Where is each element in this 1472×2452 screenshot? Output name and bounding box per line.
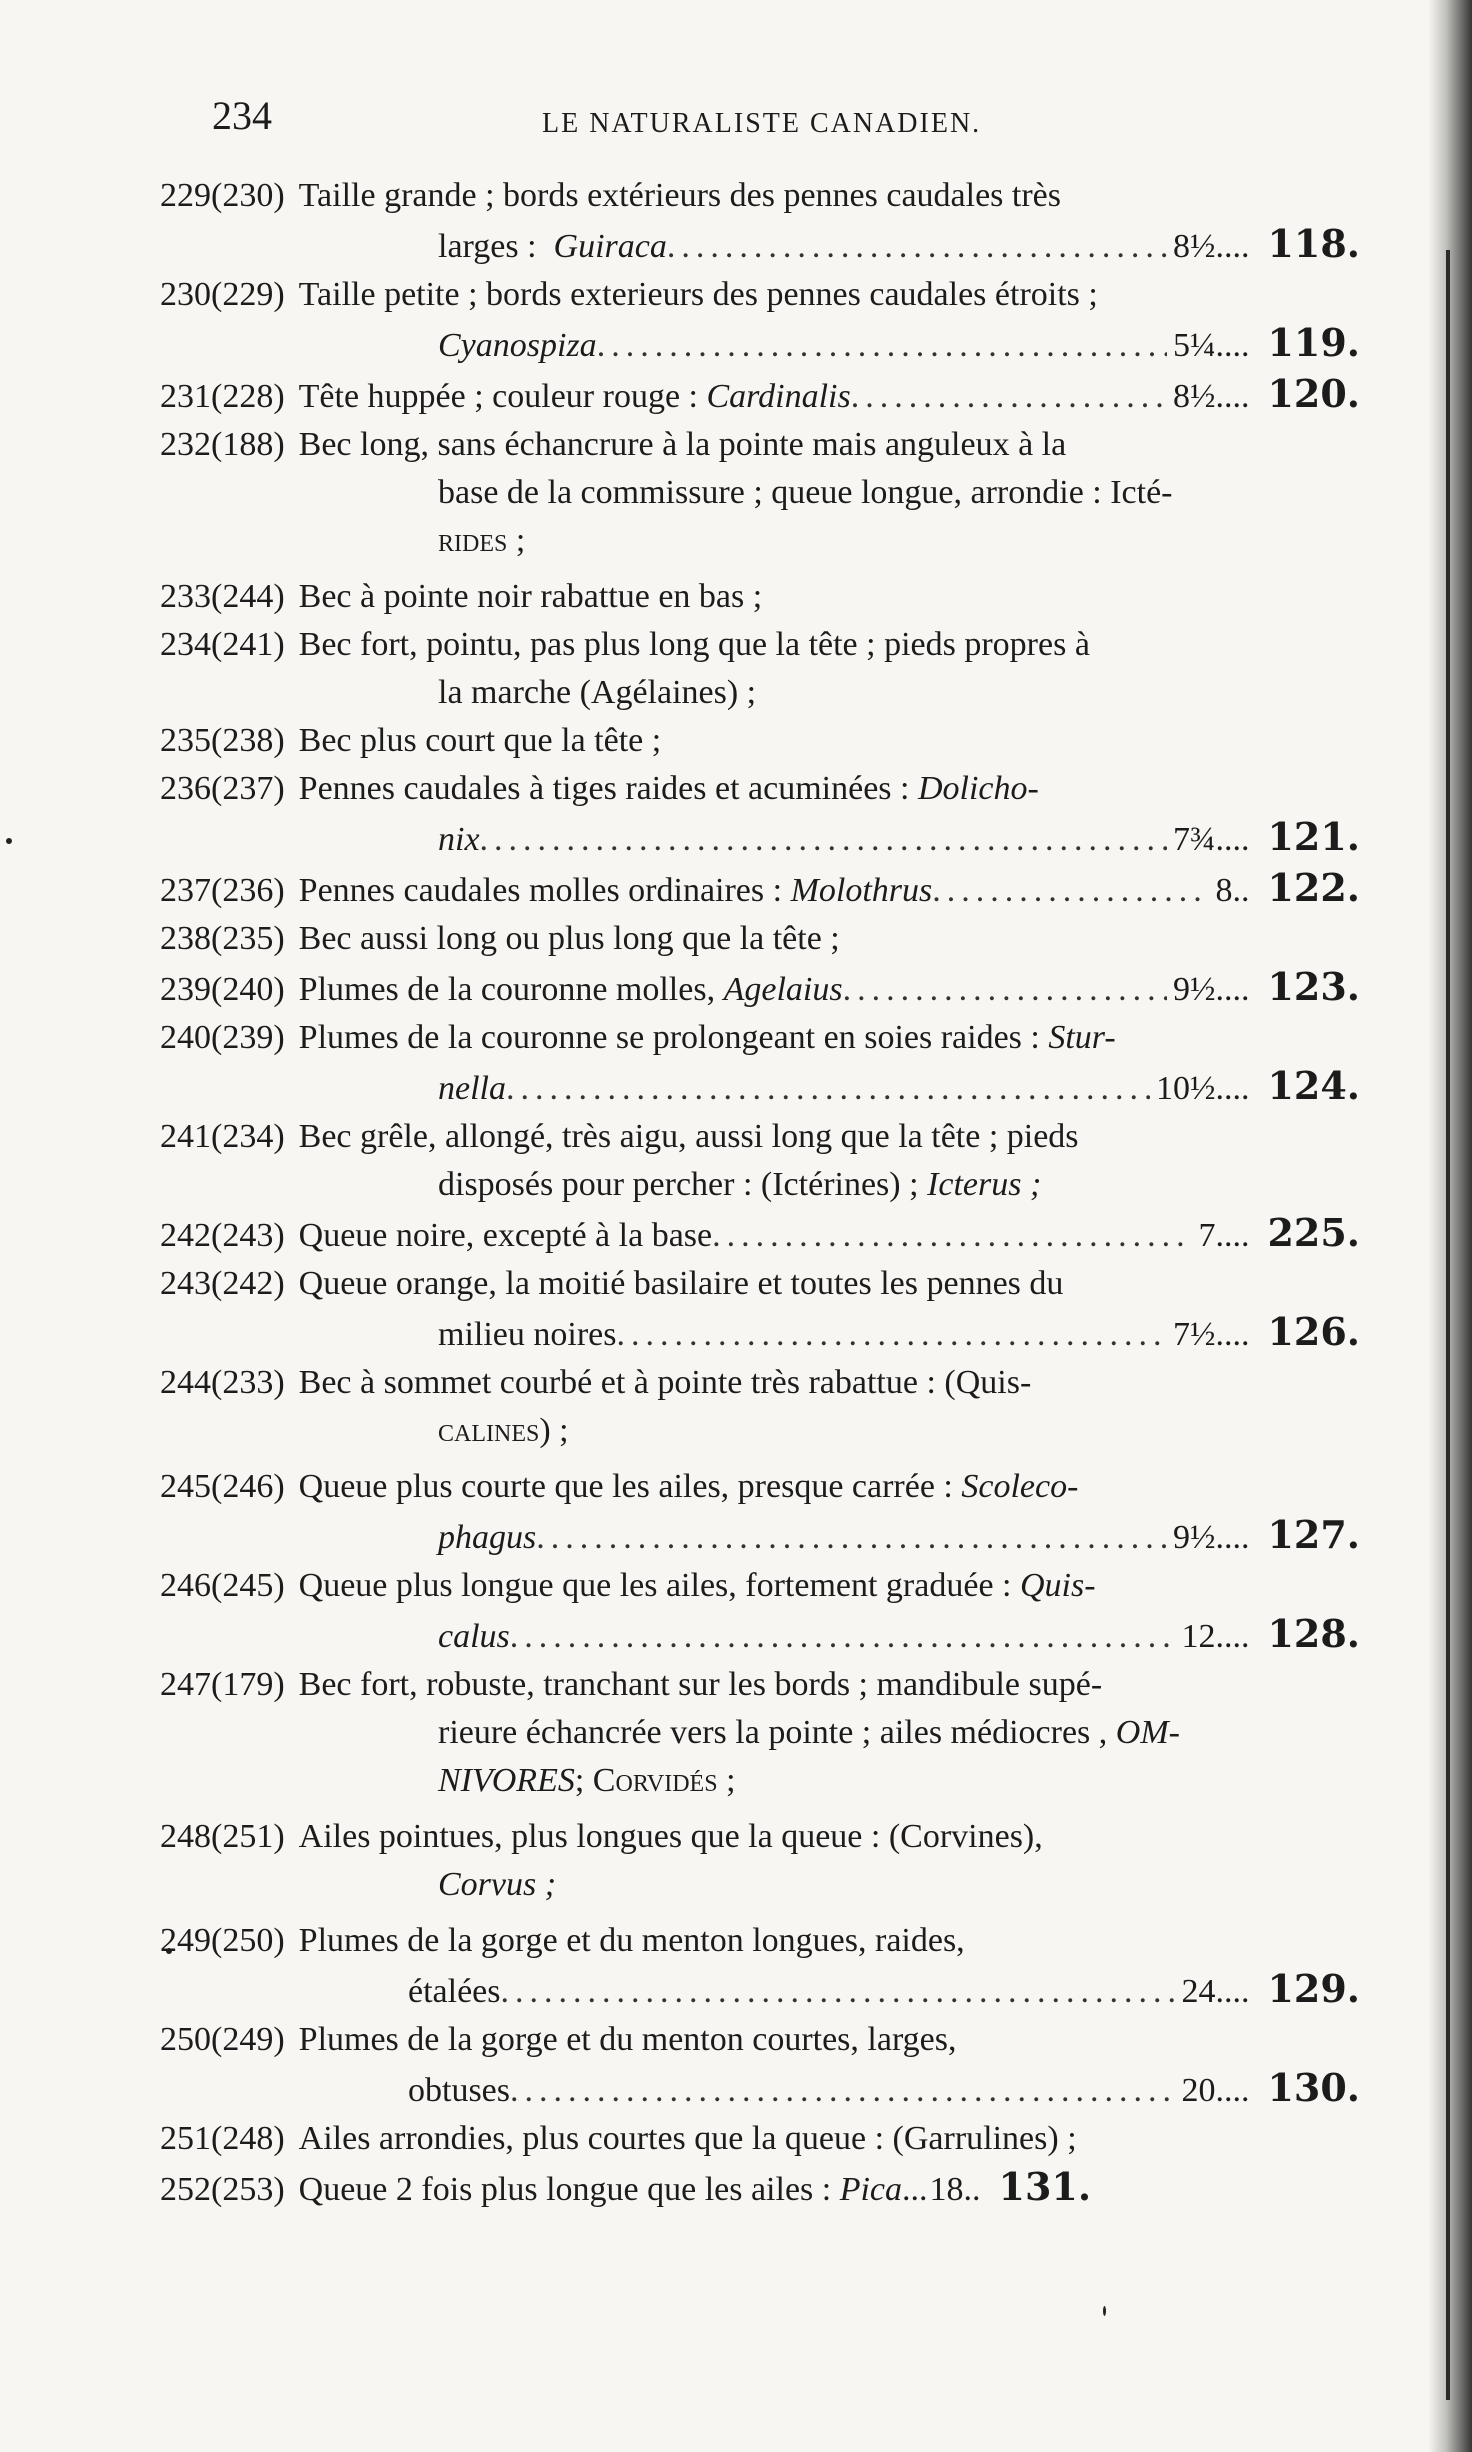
running-head: LE NATURALISTE CANADIEN.	[542, 108, 982, 139]
size-value: 12	[1181, 1618, 1216, 1655]
entry-text: Queue noire, excepté à la base	[298, 1217, 713, 1254]
couplet-number: 231(228)	[160, 378, 285, 415]
species-number: 119.	[1267, 320, 1360, 365]
species-number: 124.	[1267, 1063, 1360, 1108]
genus-name: Corvus ;	[438, 1866, 557, 1903]
leader-dots	[932, 867, 1209, 915]
key-entry	[160, 1113, 1360, 1209]
species-number: 127.	[1267, 1512, 1360, 1557]
species-number: 121.	[1267, 814, 1360, 859]
entry-text: la marche (Agélaines) ;	[438, 674, 757, 711]
size-value: 9½	[1172, 1519, 1216, 1556]
key-entry	[160, 573, 1360, 621]
entry-text: Pennes caudales à tiges raides et acuminées :	[298, 770, 910, 807]
entry-text: étalées	[408, 1973, 501, 2010]
genus-name-cont: nella	[438, 1070, 506, 1107]
species-number: 130.	[1267, 2065, 1360, 2110]
couplet-number: 242(243)	[160, 1217, 285, 1254]
order-name-cont: NIVORES	[438, 1762, 575, 1799]
entry-text: Bec fort, pointu, pas plus long que la tête ; pieds propres à	[298, 626, 1090, 663]
couplet-number: 239(240)	[160, 971, 285, 1008]
key-entries	[160, 172, 1360, 2214]
couplet-number: 249(250)	[160, 1922, 285, 1959]
entry-text: Queue orange, la moitié basilaire et toutes les pennes du	[298, 1265, 1064, 1302]
key-entry: 245(246) Queue plus courte que les ailes, presque carrée : Scoleco- phagus ..... 9½.... 127.	[160, 1463, 1360, 1562]
ink-speck	[1103, 2306, 1106, 2316]
key-entry: 236(237) Pennes caudales à tiges raides et acuminées : Dolicho- nix ..... 7¾.... 121.	[160, 765, 1360, 864]
species-number: 225.	[1267, 1210, 1360, 1255]
species-number: 123.	[1267, 964, 1360, 1009]
couplet-number: 244(233)	[160, 1364, 285, 1401]
key-entry: 243(242) Queue orange, la moitié basilaire et toutes les pennes du milieu noires ..... 7½.... 126.	[160, 1260, 1360, 1359]
species-number: 128.	[1267, 1611, 1360, 1656]
family-name: calines) ;	[438, 1412, 569, 1449]
entry-text: Bec plus court que la tête ;	[298, 722, 662, 759]
entry-text: Queue plus courte que les ailes, presque carrée :	[298, 1468, 953, 1505]
genus-name: Dolicho-	[917, 770, 1039, 807]
genus-name: Cyanospiza	[438, 327, 597, 364]
key-entry	[160, 1661, 1360, 1805]
species-number: 126.	[1267, 1309, 1360, 1354]
couplet-number: 236(237)	[160, 770, 285, 807]
size-value: 8½	[1172, 228, 1216, 265]
entry-text: Plumes de la gorge et du menton courtes, larges,	[298, 2021, 957, 2058]
family-name: rides ;	[438, 522, 526, 559]
leader-dots	[843, 966, 1167, 1014]
size-value: 7¾	[1172, 821, 1216, 858]
key-entry: 252(253) Queue 2 fois plus longue que les ailes : Pica ... 18 .. 131.	[160, 2163, 1360, 2214]
couplet-number: 248(251)	[160, 1818, 285, 1855]
couplet-number: 237(236)	[160, 872, 285, 909]
size-value: 7½	[1172, 1316, 1216, 1353]
species-number: 122.	[1267, 865, 1360, 910]
couplet-number: 229(230)	[160, 177, 285, 214]
genus-name: Cardinalis	[706, 378, 851, 415]
leader-dots	[501, 1968, 1176, 2016]
key-entry: 250(249) Plumes de la gorge et du menton courtes, larges, obtuses ..... 20.... 130.	[160, 2016, 1360, 2115]
leader-dots	[712, 1212, 1192, 1260]
entry-text: Tête huppée ; couleur rouge :	[298, 378, 698, 415]
size-value: 9½	[1172, 971, 1216, 1008]
size-value: 20	[1181, 2072, 1216, 2109]
leader-dots	[616, 1311, 1166, 1359]
entry-text: Bec grêle, allongé, très aigu, aussi long que la tête ; pieds	[298, 1118, 1079, 1155]
genus-name: Guiraca	[553, 228, 667, 265]
order-name: OM-	[1115, 1714, 1180, 1751]
couplet-number: 251(248)	[160, 2120, 285, 2157]
key-entry	[160, 621, 1360, 717]
key-entry	[160, 2115, 1360, 2163]
couplet-number: 250(249)	[160, 2021, 285, 2058]
key-entry: 242(243) Queue noire, excepté à la base ..... 7.... 225.	[160, 1209, 1360, 1260]
leader-dots	[851, 373, 1167, 421]
size-value: 5¼	[1172, 327, 1216, 364]
genus-name: Molothrus	[790, 872, 933, 909]
couplet-number: 247(179)	[160, 1666, 285, 1703]
entry-text: disposés pour percher : (Ictérines) ;	[438, 1166, 919, 1203]
entry-text: Taille grande ; bords extérieurs des pennes caudales très	[298, 177, 1061, 214]
key-entry: 239(240) Plumes de la couronne molles, Agelaius ..... 9½.... 123.	[160, 963, 1360, 1014]
page-number: 234	[212, 93, 272, 138]
size-value: 7	[1198, 1217, 1216, 1254]
entry-text: rieure échancrée vers la pointe ; ailes médiocres ,	[438, 1714, 1108, 1751]
species-number: 131.	[998, 2164, 1092, 2209]
key-entry: 246(245) Queue plus longue que les ailes, fortement graduée : Quis- calus ..... 12.... 128.	[160, 1562, 1360, 1661]
ink-speck	[6, 838, 12, 844]
size-value: 24	[1181, 1973, 1216, 2010]
couplet-number: 246(245)	[160, 1567, 285, 1604]
couplet-number: 245(246)	[160, 1468, 285, 1505]
couplet-number: 240(239)	[160, 1019, 285, 1056]
entry-text: base de la commissure ; queue longue, arrondie : Icté-	[438, 474, 1173, 511]
entry-text: Queue plus longue que les ailes, fortement graduée :	[298, 1567, 1012, 1604]
genus-name-cont: calus	[438, 1618, 510, 1655]
key-entry	[160, 717, 1360, 765]
leader-dots	[506, 1065, 1150, 1113]
entry-text: Pennes caudales molles ordinaires :	[298, 872, 783, 909]
entry-text: Ailes pointues, plus longues que la queue : (Corvines),	[298, 1818, 1043, 1855]
key-entry: 249(250) Plumes de la gorge et du menton longues, raides, étalées ..... 24.... 129.	[160, 1917, 1360, 2016]
entry-text: Plumes de la couronne se prolongeant en soies raides :	[298, 1019, 1040, 1056]
genus-name: Icterus ;	[927, 1166, 1042, 1203]
genus-name: Pica	[839, 2171, 903, 2208]
couplet-number: 241(234)	[160, 1118, 285, 1155]
key-entry	[160, 421, 1360, 565]
key-entry	[160, 1813, 1360, 1909]
page-header	[212, 92, 1352, 152]
entry-text: Ailes arrondies, plus courtes que la queue : (Garrulines) ;	[298, 2120, 1077, 2157]
couplet-number: 230(229)	[160, 276, 285, 313]
entry-text: Bec long, sans échancrure à la pointe mais anguleux à la	[298, 426, 1067, 463]
entry-text: obtuses	[408, 2072, 510, 2109]
leader-dots	[510, 1613, 1176, 1661]
key-entry: 230(229) Taille petite ; bords exterieurs des pennes caudales étroits ; Cyanospiza ..... 5¼.... 119.	[160, 271, 1360, 370]
size-value: 18	[929, 2171, 964, 2208]
genus-name-cont: nix	[438, 821, 480, 858]
key-entry: 231(228) Tête huppée ; couleur rouge : Cardinalis ..... 8½.... 120.	[160, 370, 1360, 421]
leader-dots	[597, 322, 1167, 370]
leader-dots	[480, 816, 1167, 864]
entry-text: Queue 2 fois plus longue que les ailes :	[298, 2171, 832, 2208]
key-entry	[160, 915, 1360, 963]
genus-name: Agelaius	[723, 971, 843, 1008]
couplet-number: 233(244)	[160, 578, 285, 615]
species-number: 120.	[1267, 371, 1360, 416]
key-entry: 229(230) Taille grande ; bords extérieurs des pennes caudales très larges : Guiraca ..... 8½.... 118.	[160, 172, 1360, 271]
entry-text: Bec à sommet courbé et à pointe très rabattue : (Quis-	[298, 1364, 1032, 1401]
couplet-number: 234(241)	[160, 626, 285, 663]
couplet-number: 232(188)	[160, 426, 285, 463]
couplet-number: 235(238)	[160, 722, 285, 759]
genus-name: Scoleco-	[961, 1468, 1079, 1505]
size-value: 8	[1215, 872, 1233, 909]
entry-text: Plumes de la gorge et du menton longues, raides,	[298, 1922, 965, 1959]
leader-dots	[667, 223, 1167, 271]
couplet-number: 238(235)	[160, 920, 285, 957]
genus-name-cont: phagus	[438, 1519, 537, 1556]
entry-text: Bec aussi long ou plus long que la tête ;	[298, 920, 840, 957]
couplet-number: 243(242)	[160, 1265, 285, 1302]
species-number: 118.	[1267, 221, 1360, 266]
entry-text: milieu noires	[438, 1316, 617, 1353]
couplet-number: 252(253)	[160, 2171, 285, 2208]
entry-text: Taille petite ; bords exterieurs des pennes caudales étroits ;	[298, 276, 1098, 313]
genus-name: Stur-	[1048, 1019, 1116, 1056]
size-value: 10½	[1155, 1070, 1216, 1107]
genus-name: Quis-	[1019, 1567, 1096, 1604]
page-edge-line	[1446, 250, 1450, 2400]
key-entry: 237(236) Pennes caudales molles ordinaires : Molothrus ..... 8.. 122.	[160, 864, 1360, 915]
family-name: ; Corvidés ;	[574, 1762, 736, 1799]
entry-text: larges :	[438, 228, 537, 265]
entry-text: Bec fort, robuste, tranchant sur les bords ; mandibule supé-	[298, 1666, 1103, 1703]
entry-text: Plumes de la couronne molles,	[298, 971, 716, 1008]
leader-dots	[510, 2067, 1175, 2115]
page-edge-shadow	[1428, 0, 1472, 2452]
entry-text: Bec à pointe noir rabattue en bas ;	[298, 578, 763, 615]
key-entry	[160, 1359, 1360, 1455]
leader-dots	[536, 1514, 1167, 1562]
key-entry: 240(239) Plumes de la couronne se prolongeant en soies raides : Stur- nella ..... 10½.... 124.	[160, 1014, 1360, 1113]
species-number: 129.	[1267, 1966, 1360, 2011]
size-value: 8½	[1172, 378, 1216, 415]
